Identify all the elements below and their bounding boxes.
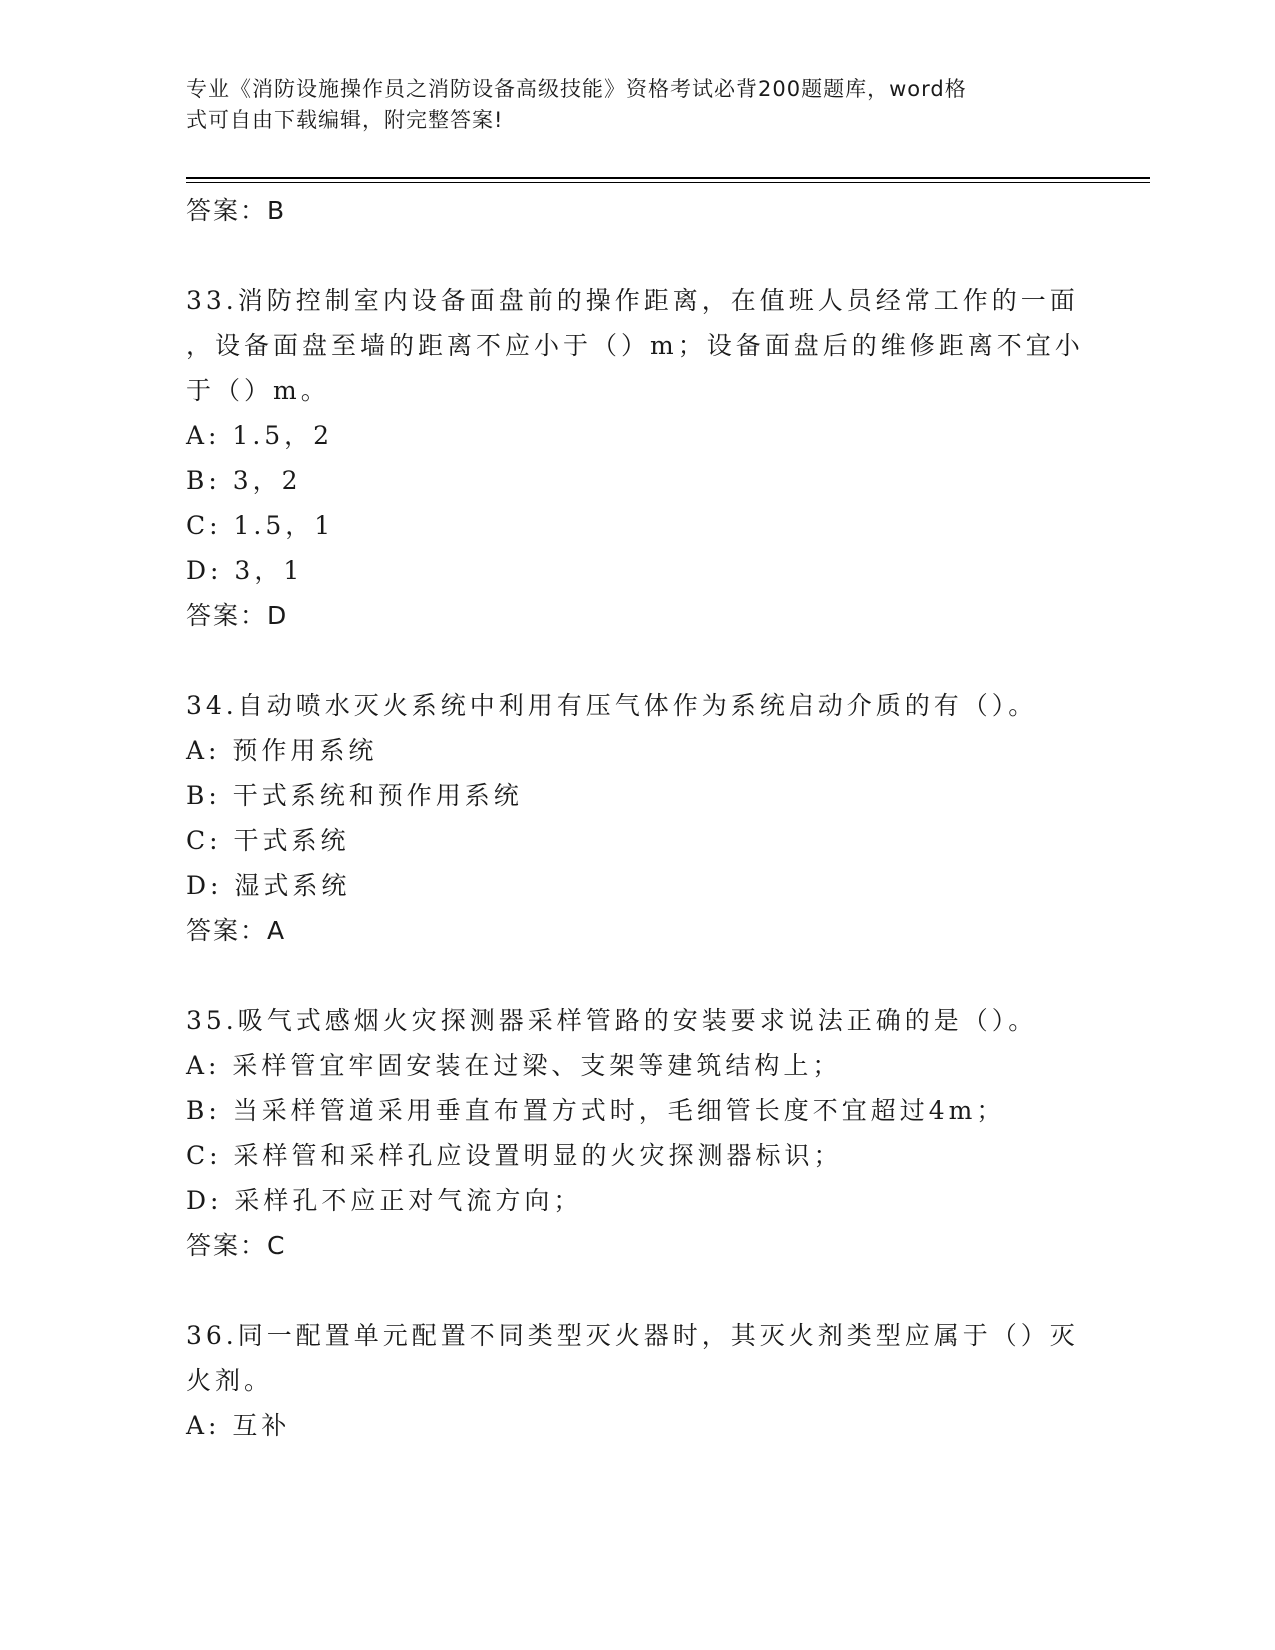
header-divider-thick — [186, 177, 1150, 179]
question-stem-line: 36.同一配置单元配置不同类型灭火器时，其灭火剂类型应属于（）灭 — [186, 1321, 1079, 1350]
option-d: D: 湿式系统 — [186, 871, 351, 900]
option-d: D: 3，1 — [186, 556, 304, 585]
question-list — [186, 188, 1086, 1448]
question-33 — [186, 278, 1086, 638]
answer-line: 答案：B — [186, 196, 287, 225]
option-b: B: 当采样管道采用垂直布置方式时，毛细管长度不宜超过4m； — [186, 1096, 1006, 1125]
question-35 — [186, 998, 1086, 1268]
option-a: A: 采样管宜牢固安装在过梁、支架等建筑结构上； — [186, 1051, 842, 1080]
answer-line: 答案：C — [186, 1231, 287, 1260]
question-stem-line: 于（）m。 — [186, 376, 330, 405]
question-stem-line: 33.消防控制室内设备面盘前的操作距离，在值班人员经常工作的一面 — [186, 286, 1079, 315]
header-line-1: 专业《消防设施操作员之消防设备高级技能》资格考试必背200题题库，word格 — [186, 77, 967, 101]
header-divider-thin — [186, 182, 1150, 183]
option-d: D: 采样孔不应正对气流方向； — [186, 1186, 583, 1215]
question-stem-line: ，设备面盘至墙的距离不应小于（）m；设备面盘后的维修距离不宜小 — [186, 331, 1084, 360]
option-a: A: 互补 — [186, 1411, 291, 1440]
option-b: B: 干式系统和预作用系统 — [186, 781, 523, 810]
option-b: B: 3，2 — [186, 466, 302, 495]
option-a: A: 预作用系统 — [186, 736, 378, 765]
answer-line: 答案：D — [186, 601, 289, 630]
option-c: C: 1.5，1 — [186, 511, 335, 540]
answer-line: 答案：A — [186, 916, 287, 945]
spacer — [186, 233, 1086, 278]
question-stem-line: 35.吸气式感烟火灾探测器采样管路的安装要求说法正确的是（）。 — [186, 1006, 1038, 1035]
spacer — [186, 1268, 1086, 1313]
question-stem-line: 火剂。 — [186, 1366, 274, 1395]
option-c: C: 采样管和采样孔应设置明显的火灾探测器标识； — [186, 1141, 843, 1170]
question-stem-line: 34.自动喷水灭火系统中利用有压气体作为系统启动介质的有（）。 — [186, 691, 1038, 720]
spacer — [186, 953, 1086, 998]
question-34 — [186, 683, 1086, 953]
header-line-2: 式可自由下载编辑，附完整答案! — [186, 108, 504, 132]
document-header — [186, 74, 1076, 136]
spacer — [186, 638, 1086, 683]
option-a: A: 1.5，2 — [186, 421, 334, 450]
question-36 — [186, 1313, 1086, 1448]
option-c: C: 干式系统 — [186, 826, 350, 855]
